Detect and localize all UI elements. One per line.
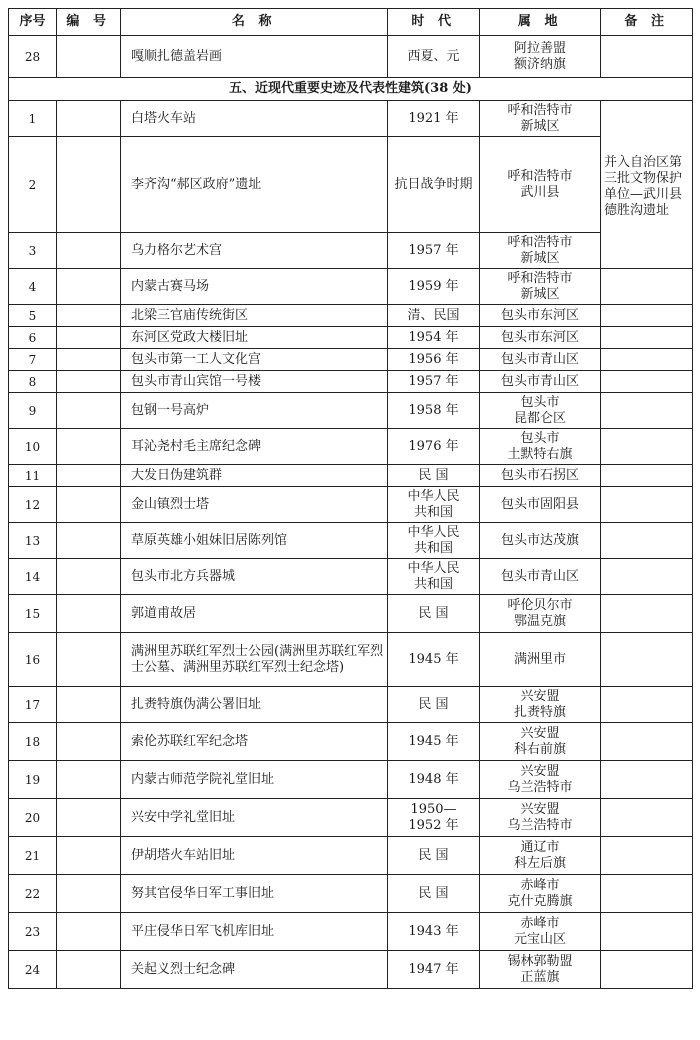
cell-seq: 22	[9, 875, 57, 913]
header-seq: 序号	[9, 9, 57, 36]
table-body	[9, 36, 693, 989]
cell-name: 包钢一号高炉	[121, 393, 388, 429]
cell-location: 包头市 土默特右旗	[480, 429, 601, 465]
table-row	[9, 687, 693, 723]
cell-code	[57, 875, 121, 913]
cell-code	[57, 349, 121, 371]
cell-seq: 21	[9, 837, 57, 875]
cell-name: 扎赉特旗伪满公署旧址	[121, 687, 388, 723]
cell-remark	[601, 305, 693, 327]
cell-location: 包头市东河区	[480, 305, 601, 327]
cell-seq: 19	[9, 761, 57, 799]
header-remark: 备 注	[601, 9, 693, 36]
cell-location: 包头市青山区	[480, 559, 601, 595]
cell-name: 索伦苏联红军纪念塔	[121, 723, 388, 761]
cell-location: 锡林郭勒盟 正蓝旗	[480, 951, 601, 989]
cell-era: 民 国	[388, 465, 480, 487]
cell-remark	[601, 913, 693, 951]
cell-name: 草原英雄小姐妹旧居陈列馆	[121, 523, 388, 559]
cell-seq: 20	[9, 799, 57, 837]
cell-code	[57, 837, 121, 875]
cell-seq: 9	[9, 393, 57, 429]
table-row	[9, 875, 693, 913]
cell-location: 赤峰市 克什克腾旗	[480, 875, 601, 913]
cell-remark	[601, 465, 693, 487]
cell-name: 伊胡塔火车站旧址	[121, 837, 388, 875]
table-row	[9, 101, 693, 137]
cell-era: 中华人民 共和国	[388, 487, 480, 523]
cell-code	[57, 393, 121, 429]
cell-name: 白塔火车站	[121, 101, 388, 137]
cell-code	[57, 723, 121, 761]
cell-era: 1943 年	[388, 913, 480, 951]
section-title: 五、近现代重要史迹及代表性建筑(38 处)	[9, 78, 693, 101]
cell-remark	[601, 523, 693, 559]
cell-location: 包头市青山区	[480, 349, 601, 371]
cell-location: 包头市青山区	[480, 371, 601, 393]
cell-name: 包头市北方兵器城	[121, 559, 388, 595]
cell-remark	[601, 761, 693, 799]
cell-seq: 5	[9, 305, 57, 327]
table-row	[9, 559, 693, 595]
cell-code	[57, 233, 121, 269]
header-era: 时 代	[388, 9, 480, 36]
cell-name: 金山镇烈士塔	[121, 487, 388, 523]
cell-remark	[601, 595, 693, 633]
cell-seq: 7	[9, 349, 57, 371]
cell-name: 内蒙古赛马场	[121, 269, 388, 305]
cell-seq: 3	[9, 233, 57, 269]
table-row	[9, 233, 693, 269]
cell-remark	[601, 393, 693, 429]
cell-code	[57, 305, 121, 327]
cell-era: 1945 年	[388, 723, 480, 761]
table-row	[9, 137, 693, 233]
cell-seq: 11	[9, 465, 57, 487]
cell-era: 1921 年	[388, 101, 480, 137]
cell-name: 关起义烈士纪念碑	[121, 951, 388, 989]
cell-location: 兴安盟 乌兰浩特市	[480, 761, 601, 799]
cell-era: 1957 年	[388, 371, 480, 393]
table-row	[9, 269, 693, 305]
header-code: 编 号	[57, 9, 121, 36]
table-row	[9, 723, 693, 761]
cell-location: 呼伦贝尔市 鄂温克旗	[480, 595, 601, 633]
cell-era: 1956 年	[388, 349, 480, 371]
cell-location: 满洲里市	[480, 633, 601, 687]
cell-remark	[601, 327, 693, 349]
cell-location: 呼和浩特市 新城区	[480, 101, 601, 137]
cell-remark	[601, 951, 693, 989]
cell-code	[57, 36, 121, 78]
header-location: 属 地	[480, 9, 601, 36]
cell-remark	[601, 687, 693, 723]
cell-seq: 13	[9, 523, 57, 559]
cell-era: 1957 年	[388, 233, 480, 269]
header-name: 名 称	[121, 9, 388, 36]
cell-code	[57, 269, 121, 305]
cell-name: 北梁三官庙传统街区	[121, 305, 388, 327]
cell-remark	[601, 559, 693, 595]
cell-name: 乌力格尔艺术宫	[121, 233, 388, 269]
cell-code	[57, 465, 121, 487]
heritage-table	[8, 8, 693, 989]
cell-location: 赤峰市 元宝山区	[480, 913, 601, 951]
cell-era: 1959 年	[388, 269, 480, 305]
table-row	[9, 371, 693, 393]
table-row	[9, 349, 693, 371]
cell-seq: 8	[9, 371, 57, 393]
table-header-row	[9, 9, 693, 36]
cell-era: 1947 年	[388, 951, 480, 989]
cell-era: 中华人民 共和国	[388, 559, 480, 595]
table-row	[9, 393, 693, 429]
table-row	[9, 327, 693, 349]
cell-code	[57, 487, 121, 523]
cell-remark	[601, 799, 693, 837]
cell-code	[57, 523, 121, 559]
cell-location: 包头市达茂旗	[480, 523, 601, 559]
cell-location: 呼和浩特市 新城区	[480, 269, 601, 305]
cell-era: 民 国	[388, 837, 480, 875]
cell-era: 清、民国	[388, 305, 480, 327]
cell-remark	[601, 723, 693, 761]
cell-code	[57, 761, 121, 799]
cell-seq: 14	[9, 559, 57, 595]
cell-remark: 并入自治区第三批文物保护单位—武川县德胜沟遗址	[601, 101, 693, 269]
cell-name: 努其官侵华日军工事旧址	[121, 875, 388, 913]
cell-remark	[601, 349, 693, 371]
table-row	[9, 465, 693, 487]
cell-name: 李齐沟“郝区政府”遗址	[121, 137, 388, 233]
cell-era: 1976 年	[388, 429, 480, 465]
table-row	[9, 761, 693, 799]
cell-seq: 16	[9, 633, 57, 687]
cell-location: 兴安盟 乌兰浩特市	[480, 799, 601, 837]
cell-code	[57, 559, 121, 595]
cell-name: 耳沁尧村毛主席纪念碑	[121, 429, 388, 465]
cell-location: 呼和浩特市 新城区	[480, 233, 601, 269]
cell-location: 包头市石拐区	[480, 465, 601, 487]
cell-era: 民 国	[388, 687, 480, 723]
cell-era: 1958 年	[388, 393, 480, 429]
cell-era: 民 国	[388, 875, 480, 913]
cell-name: 内蒙古师范学院礼堂旧址	[121, 761, 388, 799]
cell-name: 满洲里苏联红军烈士公园(满洲里苏联红军烈士公墓、满洲里苏联红军烈士纪念塔)	[121, 633, 388, 687]
cell-name: 包头市第一工人文化宫	[121, 349, 388, 371]
table-row	[9, 595, 693, 633]
cell-seq: 6	[9, 327, 57, 349]
cell-name: 兴安中学礼堂旧址	[121, 799, 388, 837]
cell-code	[57, 327, 121, 349]
cell-location: 包头市东河区	[480, 327, 601, 349]
cell-era: 1948 年	[388, 761, 480, 799]
cell-name: 平庄侵华日军飞机库旧址	[121, 913, 388, 951]
cell-seq: 10	[9, 429, 57, 465]
cell-remark	[601, 875, 693, 913]
cell-code	[57, 595, 121, 633]
cell-remark	[601, 269, 693, 305]
table-row	[9, 429, 693, 465]
cell-era: 中华人民 共和国	[388, 523, 480, 559]
cell-remark	[601, 487, 693, 523]
cell-code	[57, 429, 121, 465]
table-row	[9, 633, 693, 687]
cell-code	[57, 137, 121, 233]
cell-code	[57, 687, 121, 723]
cell-seq: 15	[9, 595, 57, 633]
cell-code	[57, 101, 121, 137]
table-row	[9, 487, 693, 523]
table-row	[9, 36, 693, 78]
table-row	[9, 305, 693, 327]
cell-era: 西夏、元	[388, 36, 480, 78]
table-row	[9, 837, 693, 875]
cell-location: 兴安盟 科右前旗	[480, 723, 601, 761]
cell-seq: 17	[9, 687, 57, 723]
cell-seq: 2	[9, 137, 57, 233]
cell-code	[57, 951, 121, 989]
table-row	[9, 913, 693, 951]
cell-era: 1945 年	[388, 633, 480, 687]
section-row	[9, 78, 693, 101]
cell-name: 嘎顺扎德盖岩画	[121, 36, 388, 78]
cell-seq: 18	[9, 723, 57, 761]
cell-location: 通辽市 科左后旗	[480, 837, 601, 875]
cell-name: 东河区党政大楼旧址	[121, 327, 388, 349]
cell-era: 1954 年	[388, 327, 480, 349]
table-row	[9, 951, 693, 989]
cell-remark	[601, 837, 693, 875]
cell-seq: 28	[9, 36, 57, 78]
cell-era: 抗日战争时期	[388, 137, 480, 233]
cell-era: 1950— 1952 年	[388, 799, 480, 837]
cell-code	[57, 913, 121, 951]
cell-location: 包头市固阳县	[480, 487, 601, 523]
table-row	[9, 523, 693, 559]
cell-name: 大发日伪建筑群	[121, 465, 388, 487]
cell-name: 包头市青山宾馆一号楼	[121, 371, 388, 393]
cell-seq: 23	[9, 913, 57, 951]
cell-name: 郭道甫故居	[121, 595, 388, 633]
cell-seq: 1	[9, 101, 57, 137]
cell-location: 兴安盟 扎赉特旗	[480, 687, 601, 723]
cell-location: 包头市 昆都仑区	[480, 393, 601, 429]
cell-remark	[601, 36, 693, 78]
cell-remark	[601, 371, 693, 393]
table-row	[9, 799, 693, 837]
cell-era: 民 国	[388, 595, 480, 633]
cell-code	[57, 371, 121, 393]
cell-code	[57, 633, 121, 687]
cell-remark	[601, 633, 693, 687]
cell-code	[57, 799, 121, 837]
cell-seq: 4	[9, 269, 57, 305]
cell-seq: 12	[9, 487, 57, 523]
cell-location: 阿拉善盟 额济纳旗	[480, 36, 601, 78]
cell-remark	[601, 429, 693, 465]
cell-seq: 24	[9, 951, 57, 989]
cell-location: 呼和浩特市 武川县	[480, 137, 601, 233]
